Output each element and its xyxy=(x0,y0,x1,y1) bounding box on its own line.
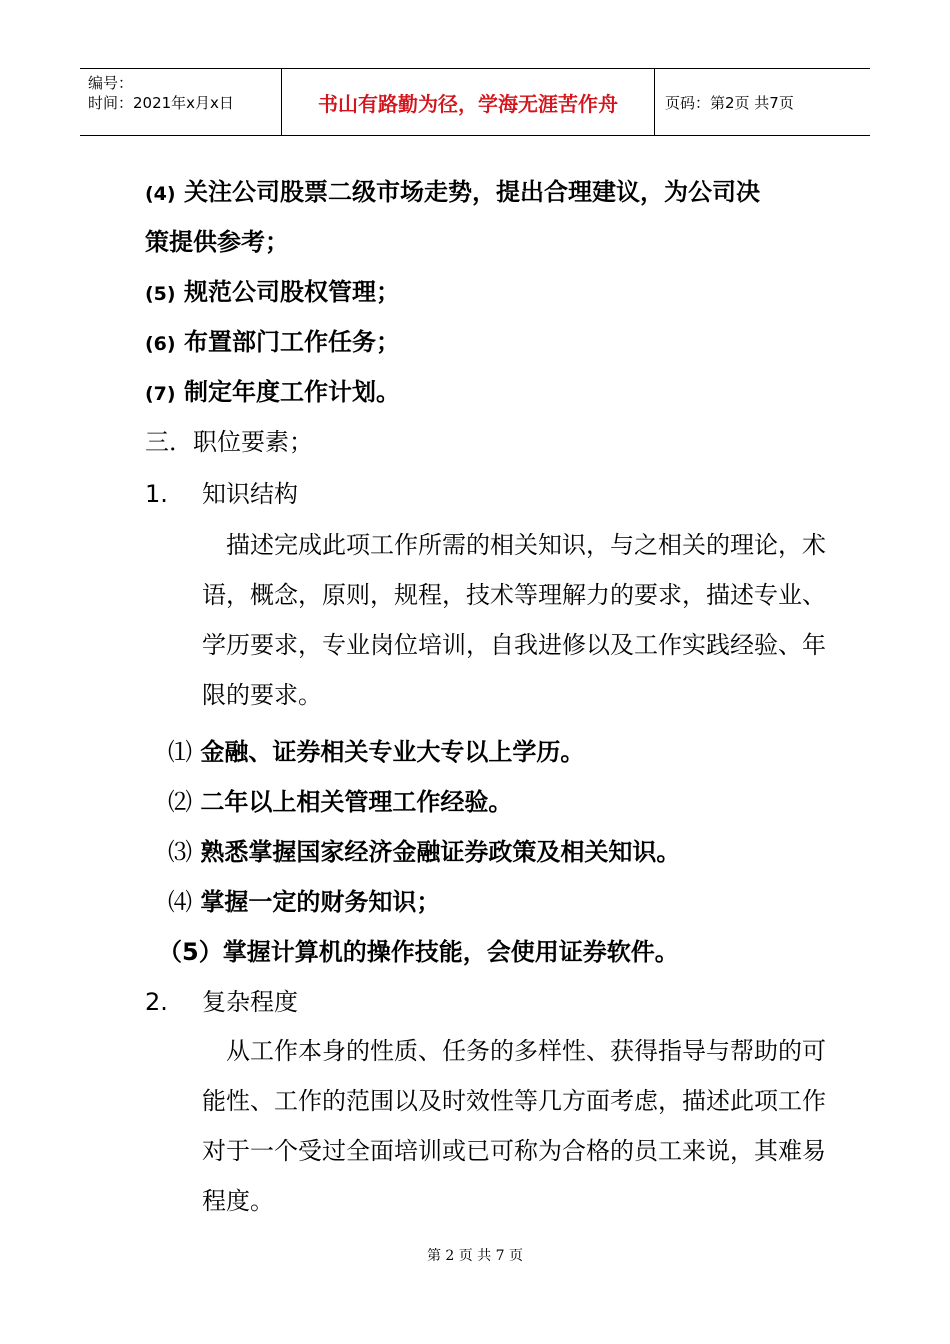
duty-item-7 xyxy=(145,376,400,410)
requirement-3-text: 熟悉掌握国家经济金融证券政策及相关知识。 xyxy=(200,838,681,866)
requirement-2 xyxy=(168,786,512,818)
requirement-1-text: 金融、证券相关专业大专以上学历。 xyxy=(200,738,585,766)
subsection-1-number: 1. xyxy=(145,480,168,508)
section-3-title: 三．职位要素； xyxy=(145,428,313,456)
header-page-info: 页码：第2页 共7页 xyxy=(665,93,794,112)
requirement-5: （5）掌握计算机的操作技能，会使用证券软件。 xyxy=(158,938,679,966)
requirement-3 xyxy=(168,836,680,868)
requirement-2-text: 二年以上相关管理工作经验。 xyxy=(200,788,513,816)
duty-item-5-number: (5) xyxy=(145,283,176,305)
duty-item-6 xyxy=(145,326,400,360)
requirement-2-number: ⑵ xyxy=(168,788,192,816)
subsection-1-description: 描述完成此项工作所需的相关知识，与之相关的理论，术语，概念，原则，规程，技术等理解力的要求，描述专业、学历要求，专业岗位培训，自我进修以及工作实践经验、年限的要求。 xyxy=(202,531,826,709)
code-label: 编号： xyxy=(88,74,134,92)
requirement-3-number: ⑶ xyxy=(168,838,192,866)
header-meta xyxy=(80,69,282,135)
requirement-1-number: ⑴ xyxy=(168,738,192,766)
time-label: 时间：2021年x月x日 xyxy=(88,94,234,112)
duty-item-4-line2: 策提供参考； xyxy=(145,228,289,256)
requirement-4 xyxy=(168,886,440,918)
requirement-4-number: ⑷ xyxy=(168,888,192,916)
subsection-2-number: 2. xyxy=(145,988,168,1016)
duty-item-6-number: (6) xyxy=(145,333,176,355)
subsection-2-title: 复杂程度 xyxy=(202,988,298,1016)
duty-item-5 xyxy=(145,276,400,310)
page-header xyxy=(80,68,870,136)
requirement-4-text: 掌握一定的财务知识； xyxy=(200,888,441,916)
duty-item-4-text: 关注公司股票二级市场走势，提出合理建议，为公司决 xyxy=(183,178,760,206)
subsection-2-description: 从工作本身的性质、任务的多样性、获得指导与帮助的可能性、工作的范围以及时效性等几方面考虑，描述此项工作对于一个受过全面培训或已可称为合格的员工来说，其难易程度。 xyxy=(202,1037,826,1215)
duty-item-5-text: 规范公司股权管理； xyxy=(183,278,400,306)
page-footer: 第 2 页 共 7 页 xyxy=(426,1248,524,1264)
subsection-1-title: 知识结构 xyxy=(202,480,298,508)
requirement-1 xyxy=(168,736,584,768)
duty-item-4-line1 xyxy=(145,176,760,210)
duty-item-4-number: (4) xyxy=(145,183,176,205)
duty-item-7-text: 制定年度工作计划。 xyxy=(183,378,400,406)
duty-item-6-text: 布置部门工作任务； xyxy=(183,328,400,356)
header-motto: 书山有路勤为径，学海无涯苦作舟 xyxy=(282,69,655,135)
duty-item-7-number: (7) xyxy=(145,383,176,405)
